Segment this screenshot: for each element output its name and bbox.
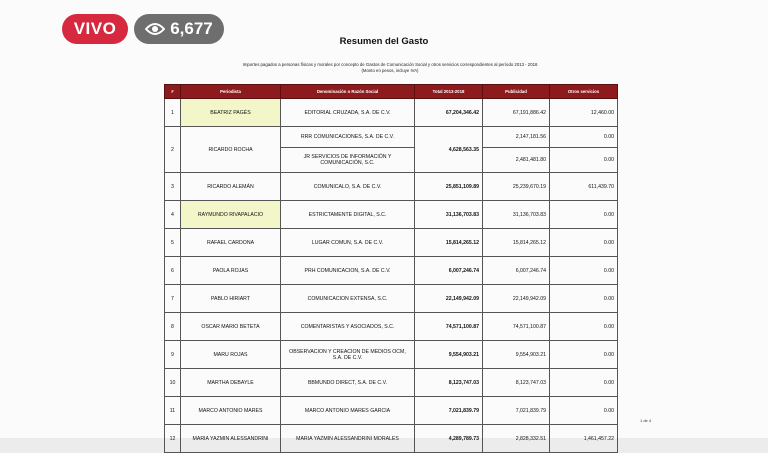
- other-services-cell: 0.00: [550, 127, 618, 148]
- advertising-cell: 2,481,481.80: [483, 148, 550, 173]
- advertising-cell: 25,239,670.19: [483, 173, 550, 201]
- table-row: [165, 397, 618, 425]
- table-row: [165, 173, 618, 201]
- table-row: [165, 313, 618, 341]
- journalist-cell: OSCAR MARIO BETETA: [181, 313, 281, 341]
- advertising-cell: 74,571,100.87: [483, 313, 550, 341]
- row-number: 1: [165, 99, 181, 127]
- other-services-cell: 0.00: [550, 285, 618, 313]
- journalist-cell: RICARDO ALEMÁN: [181, 173, 281, 201]
- other-services-cell: 0.00: [550, 257, 618, 285]
- table-row: [165, 257, 618, 285]
- advertising-cell: 8,123,747.03: [483, 369, 550, 397]
- total-cell: 4,628,563.35: [415, 127, 483, 173]
- other-services-cell: 0.00: [550, 397, 618, 425]
- other-services-cell: 0.00: [550, 369, 618, 397]
- advertising-cell: 6,007,246.74: [483, 257, 550, 285]
- header-total: Total 2013-2018: [415, 85, 483, 99]
- header-number: #: [165, 85, 181, 99]
- table-header-row: [165, 85, 618, 99]
- header-journalist: Periodista: [181, 85, 281, 99]
- total-cell: 4,289,789.73: [415, 425, 483, 453]
- advertising-cell: 2,828,332.51: [483, 425, 550, 453]
- journalist-cell: RAFAEL CARDONA: [181, 229, 281, 257]
- row-number: 8: [165, 313, 181, 341]
- journalist-cell: BEATRIZ PAGÉS: [181, 99, 281, 127]
- other-services-cell: 611,439.70: [550, 173, 618, 201]
- company-cell: MARIA YAZMIN ALESSANDRINI MORALES: [281, 425, 415, 453]
- row-number: 6: [165, 257, 181, 285]
- advertising-cell: 67,191,886.42: [483, 99, 550, 127]
- expense-table: [164, 84, 618, 453]
- row-number: 10: [165, 369, 181, 397]
- document-title: Resumen del Gasto: [339, 36, 429, 47]
- other-services-cell: 0.00: [550, 341, 618, 369]
- journalist-cell: MARU ROJAS: [181, 341, 281, 369]
- company-cell: OBSERVACION Y CREACION DE MEDIOS OCM, S.A. DE C.V.: [281, 341, 415, 369]
- advertising-cell: 15,814,265.12: [483, 229, 550, 257]
- other-services-cell: 12,460.00: [550, 99, 618, 127]
- document-subtitle: [215, 62, 565, 74]
- journalist-cell: MARIA YAZMIN ALESSANDRINI: [181, 425, 281, 453]
- table-row: [165, 369, 618, 397]
- other-services-cell: 0.00: [550, 313, 618, 341]
- table-row: [165, 99, 618, 127]
- units-note: (Monto en pesos, incluye IVA): [361, 68, 419, 73]
- eye-icon: [145, 22, 165, 36]
- journalist-cell: MARCO ANTONIO MARES: [181, 397, 281, 425]
- advertising-cell: 2,147,181.56: [483, 127, 550, 148]
- company-cell: ESTRICTAMENTE DIGITAL, S.C.: [281, 201, 415, 229]
- total-cell: 7,021,839.79: [415, 397, 483, 425]
- journalist-cell: PABLO HIRIART: [181, 285, 281, 313]
- row-number: 9: [165, 341, 181, 369]
- row-number: 2: [165, 127, 181, 173]
- total-cell: 6,007,246.74: [415, 257, 483, 285]
- row-number: 11: [165, 397, 181, 425]
- total-cell: 31,136,703.83: [415, 201, 483, 229]
- company-cell: RRR COMUNICACIONES, S.A. DE C.V.: [281, 127, 415, 148]
- other-services-cell: 0.00: [550, 229, 618, 257]
- total-cell: 8,123,747.03: [415, 369, 483, 397]
- table-row: [165, 341, 618, 369]
- row-number: 12: [165, 425, 181, 453]
- table-row: [165, 201, 618, 229]
- viewer-count: 6,677: [170, 19, 213, 38]
- journalist-cell: RICARDO ROCHA: [181, 127, 281, 173]
- table-row: [165, 425, 618, 453]
- row-number: 3: [165, 173, 181, 201]
- advertising-cell: 31,136,703.83: [483, 201, 550, 229]
- table-row: [165, 229, 618, 257]
- company-cell: EDITORIAL CRUZADA, S.A. DE C.V.: [281, 99, 415, 127]
- company-cell: LUGAR COMUN, S.A. DE C.V.: [281, 229, 415, 257]
- row-number: 5: [165, 229, 181, 257]
- header-company: Denominación o Razón Social: [281, 85, 415, 99]
- other-services-cell: 0.00: [550, 201, 618, 229]
- company-cell: COMENTARISTAS Y ASOCIADOS, S.C.: [281, 313, 415, 341]
- header-other-services: Otros servicios: [550, 85, 618, 99]
- company-cell: BBMUNDO DIRECT, S.A. DE C.V.: [281, 369, 415, 397]
- company-cell: COMUNICALO, S.A. DE C.V.: [281, 173, 415, 201]
- journalist-cell: PAOLA ROJAS: [181, 257, 281, 285]
- company-cell: COMUNICACION EXTENSA, S.C.: [281, 285, 415, 313]
- total-cell: 9,554,903.21: [415, 341, 483, 369]
- row-number: 7: [165, 285, 181, 313]
- page-number: 1 de 4: [640, 418, 652, 423]
- header-advertising: Publicidad: [483, 85, 550, 99]
- journalist-cell: MARTHA DEBAYLE: [181, 369, 281, 397]
- total-cell: 22,149,942.09: [415, 285, 483, 313]
- other-services-cell: 1,461,457.22: [550, 425, 618, 453]
- company-cell: JR SERVICIOS DE INFORMACIÓN Y COMUNICACIÓN, S.C.: [281, 148, 415, 173]
- live-label: VIVO: [73, 19, 117, 38]
- total-cell: 15,814,265.12: [415, 229, 483, 257]
- row-number: 4: [165, 201, 181, 229]
- total-cell: 74,571,100.87: [415, 313, 483, 341]
- advertising-cell: 7,021,839.79: [483, 397, 550, 425]
- advertising-cell: 9,554,903.21: [483, 341, 550, 369]
- subtitle-text: Importes pagados a personas físicas y morales por concepto de Gastos de Comunicación Social y otros servicios correspondientes al período 2013 - 2018: [242, 62, 538, 67]
- company-cell: PRH COMUNICACION, S.A. DE C.V.: [281, 257, 415, 285]
- advertising-cell: 22,149,942.09: [483, 285, 550, 313]
- company-cell: MARCO ANTONIO MARES GARCIA: [281, 397, 415, 425]
- other-services-cell: 0.00: [550, 148, 618, 173]
- table-row: [165, 285, 618, 313]
- table-row: [165, 127, 618, 148]
- journalist-cell: RAYMUNDO RIVAPALACIO: [181, 201, 281, 229]
- total-cell: 67,204,346.42: [415, 99, 483, 127]
- total-cell: 25,851,109.89: [415, 173, 483, 201]
